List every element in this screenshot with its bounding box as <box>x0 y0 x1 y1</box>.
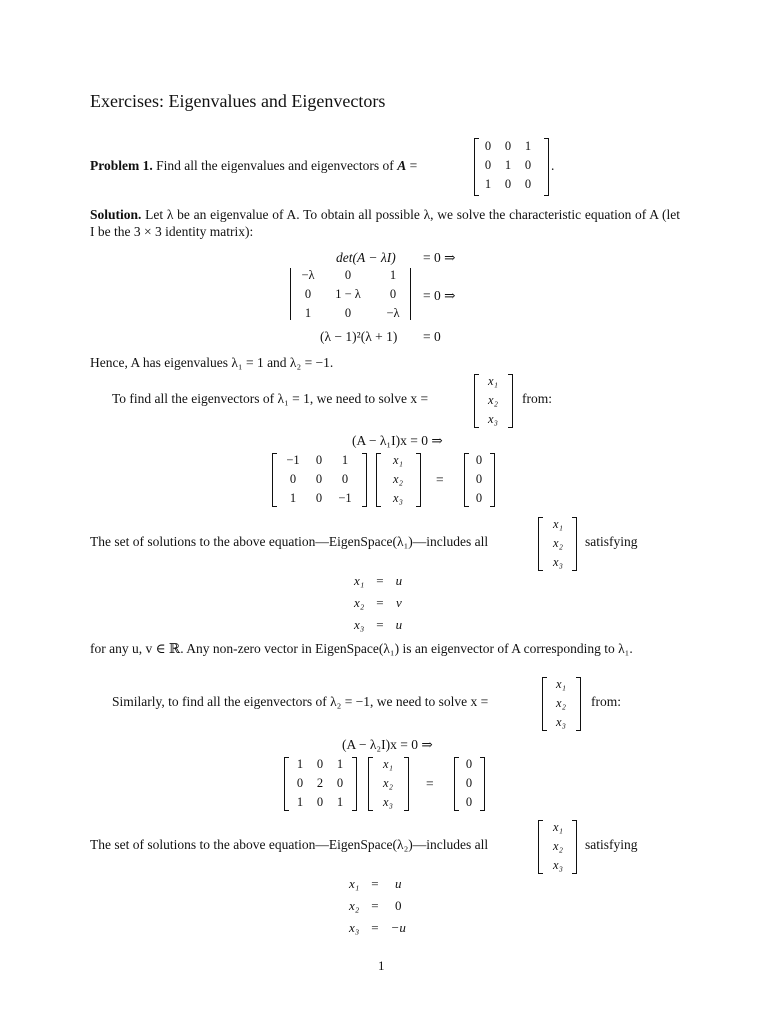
matrix-cell: 1 <box>504 158 512 172</box>
period: . <box>551 158 555 173</box>
vector-entry: x₁ <box>393 453 403 467</box>
vector-entry: x₃ <box>488 412 498 426</box>
solution-label: Solution. <box>90 207 142 222</box>
from-label: from: <box>591 694 621 709</box>
matrix-cell: 0 <box>504 177 512 191</box>
vector-bracket-left <box>376 453 381 507</box>
solution-var: x₂ <box>349 897 360 913</box>
vector-bracket-right <box>572 517 577 571</box>
vector-bracket-right <box>490 453 495 507</box>
vector-bracket-left <box>474 374 479 428</box>
matrix-bracket-left <box>284 757 289 811</box>
char-poly-rhs: = 0 <box>423 329 441 344</box>
matrix-bracket-right <box>362 453 367 507</box>
vector-bracket-left <box>368 757 373 811</box>
vector-entry: x₂ <box>553 536 563 550</box>
solution-val: 0 <box>395 897 402 913</box>
matrix-a-minus-l2 <box>290 755 350 812</box>
equals-sign: = <box>426 776 434 791</box>
vector-entry: x₂ <box>556 696 566 710</box>
equals-sign: = <box>436 472 444 487</box>
vector-entry: 0 <box>465 757 473 771</box>
eigenspace-note <box>90 640 680 657</box>
vector-bracket-right <box>576 677 581 731</box>
matrix-cell: 1 <box>336 757 344 771</box>
matrix-cell: 0 <box>315 491 323 505</box>
matrix-cell: 0 <box>289 472 297 486</box>
solution-val: u <box>395 616 403 632</box>
part2-intro: Similarly, to find all the eigenvectors of λ₂ = −1, we need to solve x = <box>112 694 489 709</box>
solution-var: x₁ <box>349 875 360 891</box>
vector-entry: x₁ <box>383 757 393 771</box>
vector-entry: 0 <box>475 453 483 467</box>
vector-entry: x₂ <box>383 776 393 790</box>
matrix-cell: 0 <box>389 287 397 301</box>
det-bar-right <box>410 268 411 320</box>
solution-eq: = <box>376 594 384 610</box>
vector-entry: x₁ <box>556 677 566 691</box>
satisfying-label: satisfying <box>585 534 638 549</box>
matrix-cell: 0 <box>336 776 344 790</box>
solution-val: v <box>396 594 402 610</box>
vector-entry: 0 <box>475 472 483 486</box>
matrix-a <box>478 137 538 194</box>
matrix-cell: 0 <box>341 472 349 486</box>
page-number: 1 <box>378 958 385 973</box>
matrix-cell: 1 <box>289 491 297 505</box>
solution-paragraph <box>90 206 680 240</box>
solution-text-line1: Let λ be an eigenvalue of A. To obtain all possible λ, we solve the characteristic <box>145 207 582 222</box>
matrix-cell: 1 <box>304 306 312 320</box>
matrix-cell: −λ <box>386 306 400 320</box>
vector-bracket-right <box>480 757 485 811</box>
vector-x <box>548 675 574 732</box>
matrix-cell: 0 <box>296 776 304 790</box>
vector-x <box>480 372 506 429</box>
solution-eq: = <box>371 919 379 935</box>
matrix-cell: 1 − λ <box>335 287 361 301</box>
note-line1: for any u, v ∈ ℝ. Any non-zero vector in EigenSpace(λ₁) is an eigenvector of A corresponding to <box>90 641 615 656</box>
vector-bracket-right <box>572 820 577 874</box>
matrix-bracket-right <box>544 138 549 196</box>
vector-entry: x₃ <box>553 555 563 569</box>
solution-var: x₃ <box>349 919 360 935</box>
matrix-cell: 1 <box>341 453 349 467</box>
matrix-cell: 0 <box>344 268 352 282</box>
set-of-solutions-text: The set of solutions to the above equation—EigenSpace(λ₂)—includes all <box>90 837 489 852</box>
char-eq-rhs: = 0 ⇒ <box>423 288 456 303</box>
matrix-cell: 0 <box>504 139 512 153</box>
part1-intro: To find all the eigenvectors of λ₁ = 1, we need to solve x = <box>112 391 429 406</box>
vector-entry: 0 <box>465 795 473 809</box>
problem-statement: Problem 1. Find all the eigenvalues and eigenvectors of A = <box>90 158 418 173</box>
vector-entry: x₃ <box>383 795 393 809</box>
vector-bracket-left <box>538 517 543 571</box>
vector-x <box>544 515 572 572</box>
vector-bracket-right <box>508 374 513 428</box>
vector-entry: x₃ <box>556 715 566 729</box>
satisfying-label: satisfying <box>585 837 638 852</box>
matrix-cell: 0 <box>484 158 492 172</box>
matrix-cell: 1 <box>524 139 532 153</box>
solution-eq: = <box>376 616 384 632</box>
matrix-bracket-left <box>272 453 277 507</box>
solution-val: u <box>395 572 403 588</box>
solution-set-2 <box>343 872 412 938</box>
matrix-cell: −1 <box>286 453 300 467</box>
char-eq-lhs: det(A − λI) <box>336 250 396 265</box>
zero-vector <box>458 755 480 812</box>
matrix-cell: 0 <box>316 795 324 809</box>
solution-var: x₃ <box>354 616 365 632</box>
matrix-bracket-right <box>352 757 357 811</box>
matrix-cell: −1 <box>338 491 352 505</box>
matrix-cell: 1 <box>484 177 492 191</box>
eigenvalues-text: Hence, A has eigenvalues λ₁ = 1 and λ₂ = −1. <box>90 355 334 370</box>
set-of-solutions-text: The set of solutions to the above equation—EigenSpace(λ₁)—includes all <box>90 534 489 549</box>
vector-entry: x₁ <box>553 517 563 531</box>
matrix-cell: 0 <box>524 177 532 191</box>
from-label: from: <box>522 391 552 406</box>
solution-eq: = <box>376 572 384 588</box>
solution-eq: = <box>371 897 379 913</box>
vector-bracket-left <box>542 677 547 731</box>
vector-bracket-right <box>404 757 409 811</box>
vector-x <box>382 451 414 508</box>
vector-x <box>374 755 402 812</box>
matrix-a-minus-l1 <box>278 451 360 508</box>
matrix-cell: 0 <box>316 757 324 771</box>
vector-bracket-left <box>538 820 543 874</box>
char-eq-rhs: = 0 ⇒ <box>423 250 456 265</box>
solution-text-line2: equation of A (let I be the 3 × 3 identity matrix): <box>90 207 681 239</box>
vector-entry: x₂ <box>553 839 563 853</box>
problem-text: Find all the eigenvalues and eigenvectors of <box>156 158 394 173</box>
solution-var: x₂ <box>354 594 365 610</box>
matrix-cell: 1 <box>336 795 344 809</box>
matrix-cell: 0 <box>304 287 312 301</box>
vector-x <box>544 818 572 875</box>
matrix-cell: 0 <box>484 139 492 153</box>
problem-label: Problem 1. <box>90 158 153 173</box>
det-matrix <box>294 266 412 323</box>
matrix-cell: 0 <box>315 472 323 486</box>
det-bar-left <box>290 268 291 320</box>
page-title: Exercises: Eigenvalues and Eigenvectors <box>90 91 386 111</box>
matrix-cell: 0 <box>315 453 323 467</box>
matrix-cell: 2 <box>316 776 324 790</box>
vector-bracket-right <box>416 453 421 507</box>
vector-entry: x₂ <box>488 393 498 407</box>
matrix-cell: 1 <box>296 795 304 809</box>
vector-entry: x₃ <box>553 858 563 872</box>
solution-val: u <box>395 875 402 891</box>
zero-vector <box>468 451 490 508</box>
matrix-cell: 1 <box>389 268 397 282</box>
matrix-cell: 0 <box>524 158 532 172</box>
solution-var: x₁ <box>354 572 365 588</box>
vector-entry: x₁ <box>553 820 563 834</box>
note-line2: λ₁. <box>618 641 633 656</box>
vector-entry: x₃ <box>393 491 403 505</box>
solution-set-1 <box>348 569 408 635</box>
solution-val: −u <box>390 919 406 935</box>
vector-entry: 0 <box>465 776 473 790</box>
eigen-equation-1: (A − λ₁I)x = 0 ⇒ <box>352 433 443 448</box>
matrix-cell: −λ <box>301 268 315 282</box>
char-poly: (λ − 1)²(λ + 1) <box>320 329 398 344</box>
solution-eq: = <box>371 875 379 891</box>
eigen-equation-2: (A − λ₂I)x = 0 ⇒ <box>342 737 433 752</box>
vector-entry: x₂ <box>393 472 403 486</box>
vector-entry: 0 <box>475 491 483 505</box>
matrix-cell: 0 <box>344 306 352 320</box>
vector-entry: x₁ <box>488 374 498 388</box>
matrix-cell: 1 <box>296 757 304 771</box>
